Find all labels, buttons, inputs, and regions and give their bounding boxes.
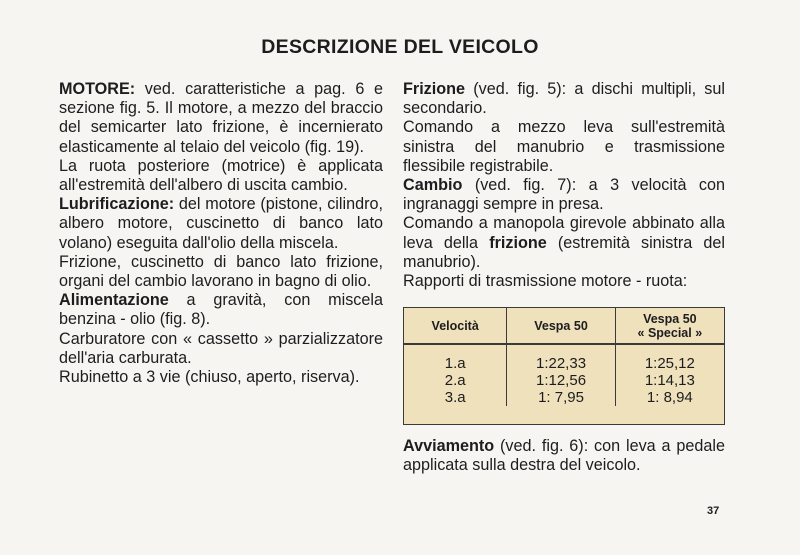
header-velocita: Velocità xyxy=(404,308,507,344)
motore-text: ved. caratteristiche a pag. 6 e sezione fig. 5. Il motore, a mezzo del braccio del semicarter lato frizione, è incernierato elasticamente al telaio del veicolo (fig. 19). xyxy=(59,80,383,156)
motore-paragraph xyxy=(59,80,383,157)
rapporti-paragraph: Rapporti di trasmissione motore - ruota: xyxy=(403,272,688,291)
special-cell xyxy=(615,344,724,406)
special-3: 1: 8,94 xyxy=(646,389,693,406)
vespa50-2: 1:12,56 xyxy=(535,372,587,389)
gear-ratio-table xyxy=(403,307,725,425)
carburatore-paragraph: Carburatore con « cassetto » parzializzatore dell'aria carburata. xyxy=(59,329,383,367)
vespa50-cell xyxy=(507,344,615,406)
frizione-paragraph xyxy=(403,80,725,118)
left-column xyxy=(59,80,383,387)
velocita-2: 2.a xyxy=(444,372,466,389)
comando-paragraph: Comando a mezzo leva sull'estremità sinistra del manubrio e trasmissione flessibile registrabile. xyxy=(403,118,725,175)
velocita-1: 1.a xyxy=(444,355,466,372)
avviamento-text: (ved. fig. 6): con leva a pedale applicata sulla destra del veicolo. xyxy=(403,437,725,475)
right-column xyxy=(403,80,725,291)
special-1: 1:25,12 xyxy=(644,355,695,372)
lubrificazione-paragraph xyxy=(59,195,383,253)
rubinetto-paragraph: Rubinetto a 3 vie (chiuso, aperto, riserva). xyxy=(59,368,360,387)
alimentazione-text: a gravità, con miscela benzina - olio (fig. 8). xyxy=(59,291,383,329)
table-header-row xyxy=(404,308,724,344)
ruota-paragraph: La ruota posteriore (motrice) è applicata all'estremità dell'albero di uscita cambio. xyxy=(59,156,383,195)
header-special-line2: « Special » xyxy=(637,325,703,340)
velocita-3: 3.a xyxy=(444,389,466,406)
motore-label: MOTORE: xyxy=(59,80,136,98)
comando2-bold: frizione xyxy=(489,233,547,252)
comando2-text-a: Comando a manopola girevole abbinato alla leva della xyxy=(403,214,725,252)
avviamento-label: Avviamento xyxy=(403,437,495,455)
header-vespa50: Vespa 50 xyxy=(507,308,615,344)
cambio-label: Cambio xyxy=(403,176,463,195)
comando-cambio-paragraph xyxy=(403,214,725,272)
alimentazione-paragraph xyxy=(59,291,383,329)
page-number: 37 xyxy=(707,505,720,517)
frizione-label: Frizione xyxy=(403,80,466,98)
vespa50-1: 1:22,33 xyxy=(535,355,587,372)
vespa50-3: 1: 7,95 xyxy=(538,389,584,406)
lubrificazione-text: del motore (pistone, cilindro, albero motore, cuscinetto di banco lato volano) eseguita dall'olio della miscela. xyxy=(59,195,383,252)
header-special xyxy=(615,308,724,344)
lubrificazione-label: Lubrificazione: xyxy=(59,195,175,214)
cambio-paragraph xyxy=(403,176,725,214)
comando2-text-b: (estremità sinistra del manubrio). xyxy=(403,233,725,271)
page-title: DESCRIZIONE DEL VEICOLO xyxy=(261,36,539,58)
avviamento-paragraph xyxy=(403,437,725,475)
velocita-cell xyxy=(404,344,507,406)
cambio-text: (ved. fig. 7): a 3 velocità con ingranaggi sempre in presa. xyxy=(403,176,725,214)
header-special-line1: Vespa 50 xyxy=(643,311,697,326)
alimentazione-label: Alimentazione xyxy=(59,291,169,310)
table-row xyxy=(404,344,724,406)
frizione-lubrificazione-paragraph: Frizione, cuscinetto di banco lato frizione, organi del cambio lavorano in bagno di olio. xyxy=(59,252,383,291)
special-2: 1:14,13 xyxy=(644,372,695,389)
ratio-table xyxy=(404,308,724,406)
frizione-text: (ved. fig. 5): a dischi multipli, sul secondario. xyxy=(403,80,725,118)
